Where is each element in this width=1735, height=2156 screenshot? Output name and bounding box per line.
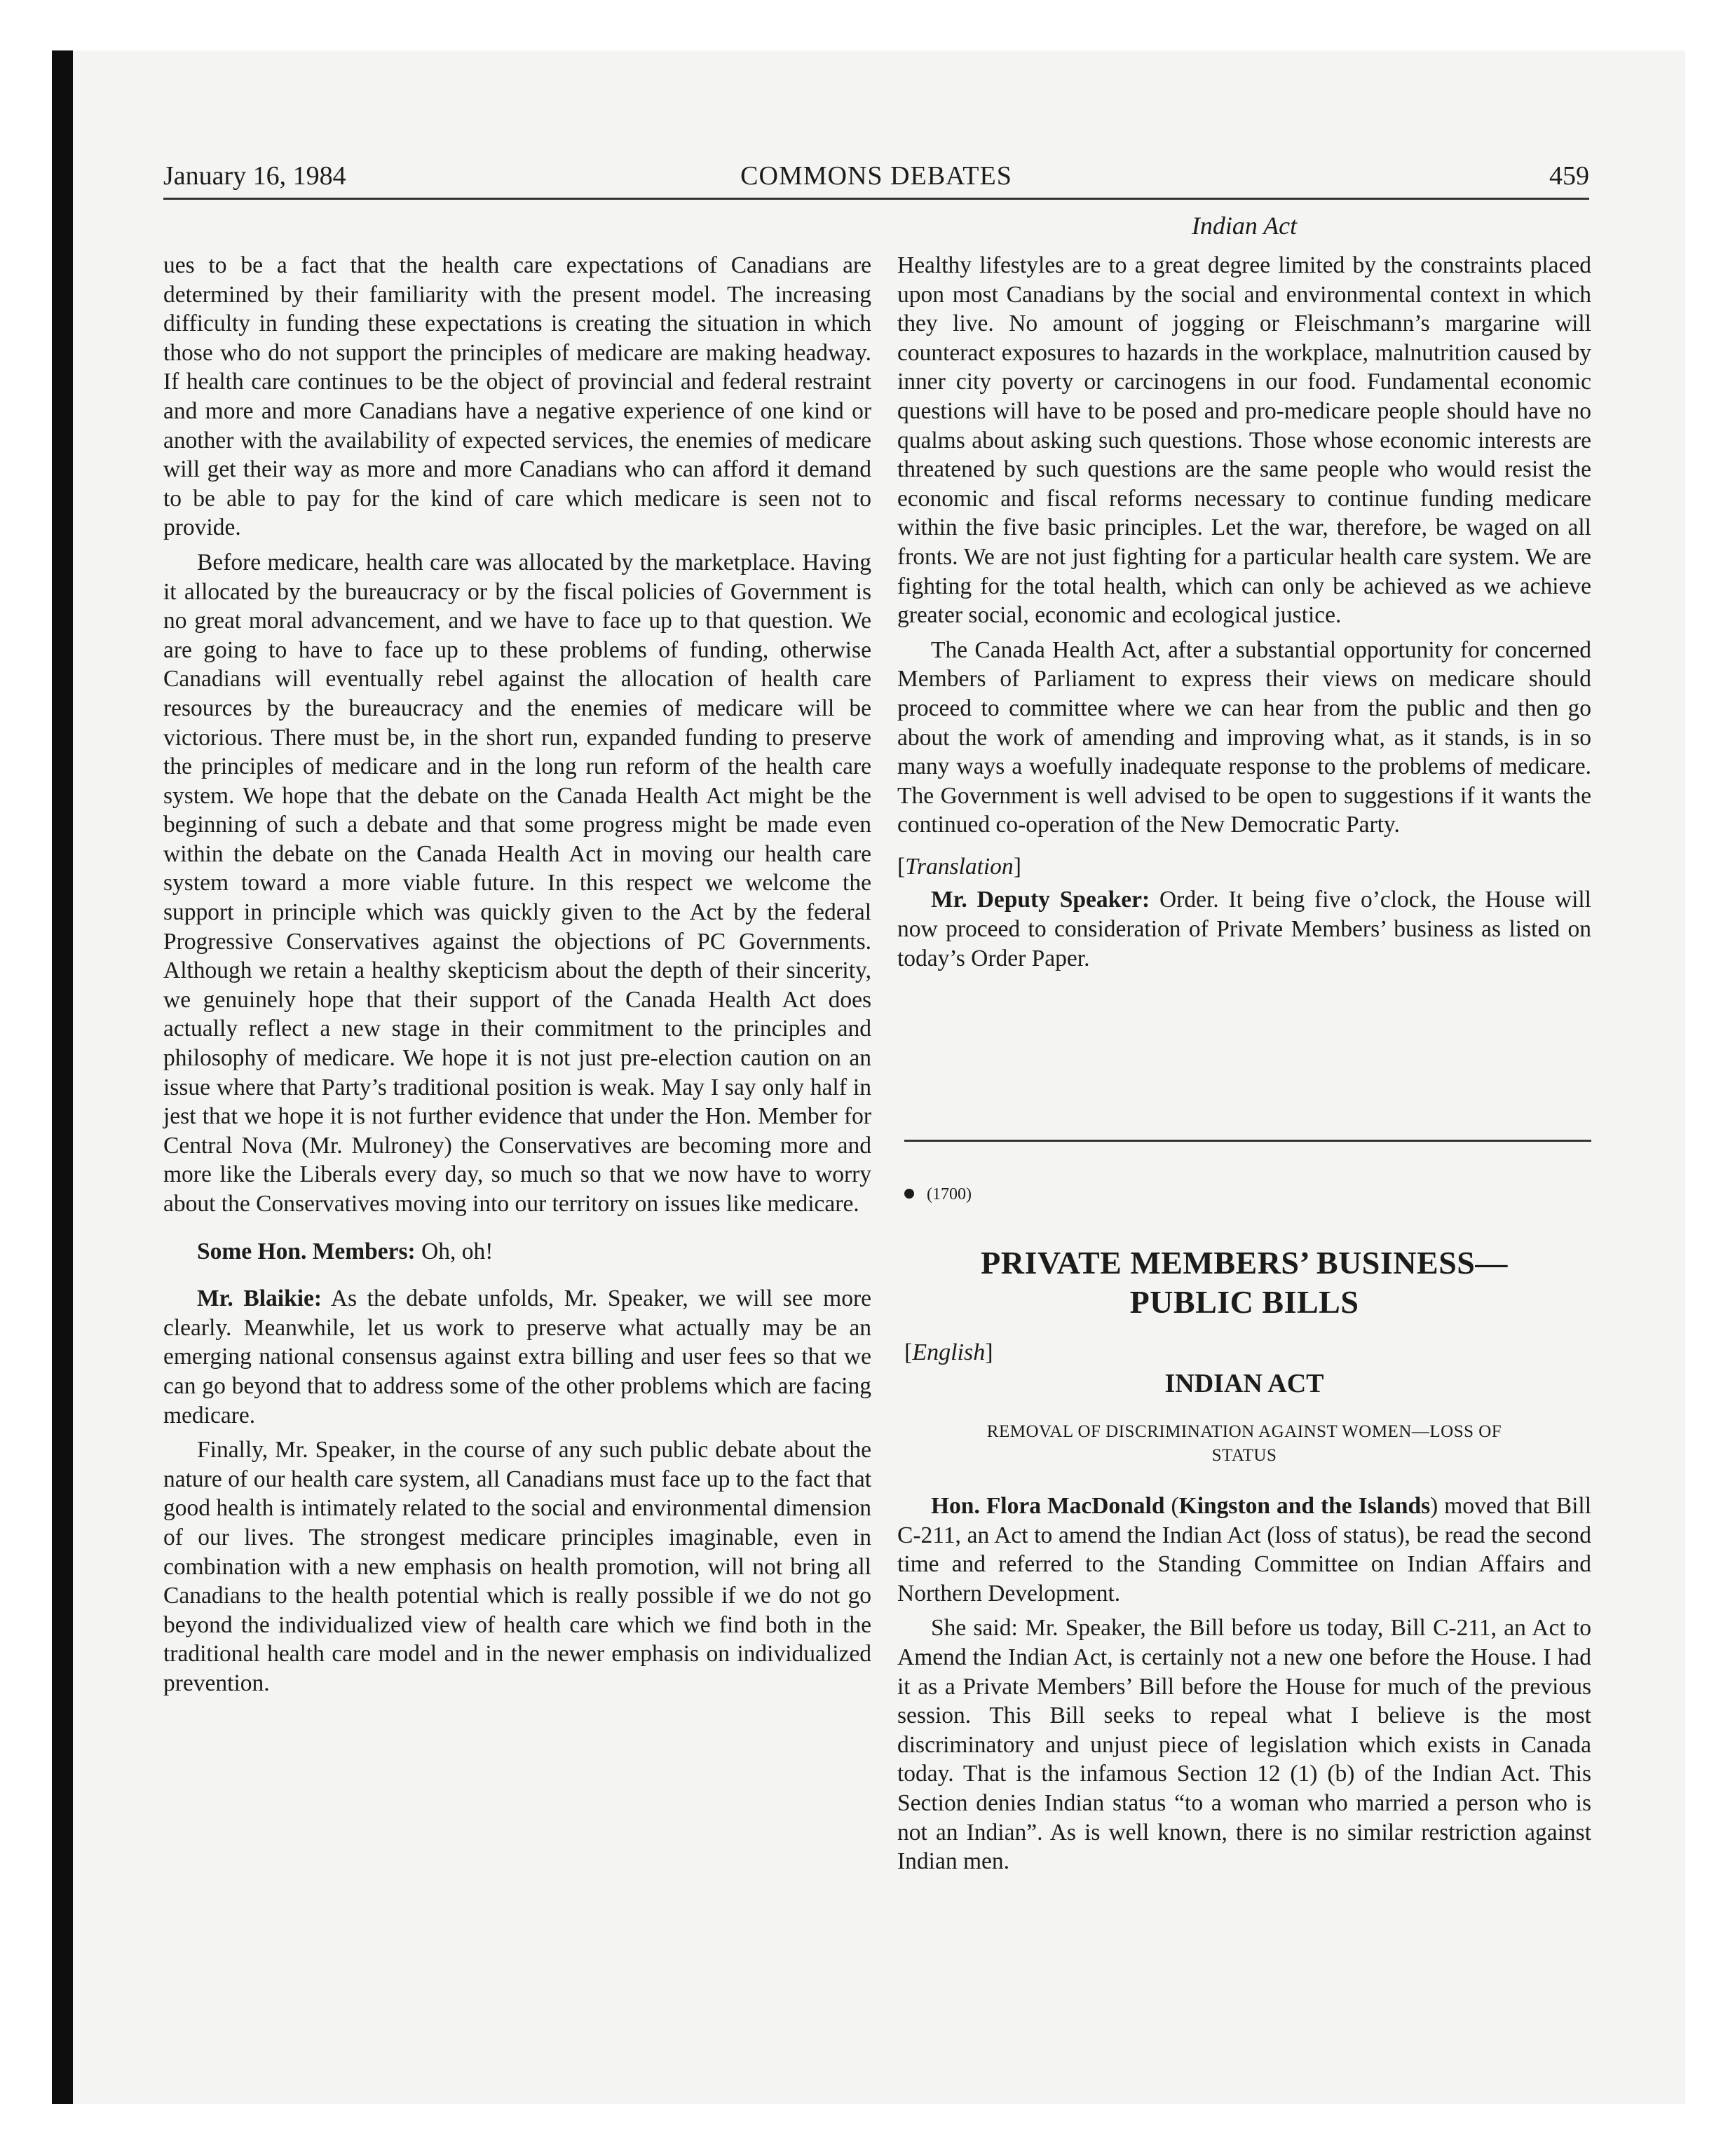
right-paragraph-4: Hon. Flora MacDonald (Kingston and the Islands) moved that Bill C-211, an Act to amend the Indian Act (loss of status), be read the second time and referred to the Standing Committee on Indian Affairs and Northern Development. <box>897 1493 1591 1606</box>
section-title-line-2: PUBLIC BILLS <box>1129 1284 1359 1320</box>
speaker-name: Mr. Blaikie: <box>197 1285 322 1312</box>
bullet-icon <box>904 1189 914 1199</box>
left-paragraph-1: ues to be a fact that the health care expectations of Canadians are determined by their familiarity with the present model. The increasing difficulty in funding these expectations is creating the situation in which those who do not support the principles of medicare are making headway. If health care continues to be the object of provincial and federal restraint and more and more Canadians have a negative experience of one kind or another with the availability of expected services, the enemies of medicare will get their way as more and more Canadians who can afford it demand to be able to pay for the kind of care which medicare is seen not to provide. <box>163 252 871 541</box>
right-column-bottom <box>897 1492 1591 1882</box>
speaker-riding: Kingston and the Islands <box>1178 1493 1431 1519</box>
translation-tag-text: Translation <box>905 853 1014 880</box>
section-divider <box>904 1140 1591 1142</box>
time-mark <box>904 1182 972 1207</box>
speech-text: Oh, oh! <box>415 1238 494 1264</box>
english-tag: [English] <box>904 1339 993 1365</box>
bill-subheading <box>904 1420 1584 1468</box>
speech-text: As the debate unfolds, Mr. Speaker, we will see more clearly. Meanwhile, let us work to preserve what actually may be an emerging national consensus against extra billing and user fees so that we can go beyond that to address some of the other problems which are facing medicare. <box>163 1285 871 1428</box>
left-paragraph-2: Before medicare, health care was allocated by the marketplace. Having it allocated by the bureaucracy or by the fiscal policies of Government is no great moral advancement, and we have to face up to that question. We are going to have to face up to these problems of funding, otherwise Canadians will eventually rebel against the allocation of health care resources by the bureaucracy and the enemies of medicare will be victorious. There must be, in the short run, expanded funding to preserve the principles of medicare and in the long run reform of the health care system. We hope that the debate on the Canada Health Act might be the beginning of such a debate and that some progress might be made even within the debate on the Canada Health Act in moving our health care system toward a more viable future. In this respect we welcome the support in principle which was quickly given to the Act by the federal Progressive Conservatives against the objections of PC Governments. Although we retain a healthy skepticism about the depth of their sincerity, we genuinely hope that their support of the Canada Health Act does actually reflect a new stage in their commitment to the principles and philosophy of medicare. We hope it is not just pre-election caution on an issue where that Party’s traditional position is weak. May I say only half in jest that we hope it is not further evidence that under the Hon. Member for Central Nova (Mr. Mulroney) the Conservatives are becoming more and more like the Liberals every day, so much so that we now have to worry about the Conservatives moving into our territory on issues like medicare. <box>163 549 871 1217</box>
running-head: Indian Act <box>1191 212 1298 240</box>
bill-subheading-line-2: STATUS <box>1211 1446 1277 1465</box>
header-date: January 16, 1984 <box>163 161 346 191</box>
scan-edge-shadow <box>52 50 73 2104</box>
speaker-name: Some Hon. Members: <box>197 1238 416 1264</box>
speaker-name: Hon. Flora MacDonald <box>931 1493 1165 1519</box>
page-header <box>163 158 1589 200</box>
section-title <box>897 1243 1591 1322</box>
left-paragraph-5: Finally, Mr. Speaker, in the course of any such public debate about the nature of our health care system, all Canadians must face up to the fact that good health is intimately related to the social and environmental dimension of our lives. The strongest medicare principles imaginable, even in combination with a new emphasis on health promotion, will not bring all Canadians to the health potential which is really possible if we do not go beyond the individualized view of health care which we find both in the traditional health care model and in the newer emphasis on individualized prevention. <box>163 1437 871 1696</box>
header-title: COMMONS DEBATES <box>740 161 1012 191</box>
header-page-number: 459 <box>1549 161 1589 191</box>
right-paragraph-2: The Canada Health Act, after a substantial opportunity for concerned Members of Parliament to express their views on medicare should proceed to committee where we can hear from the public and then go about the work of amending and improving what, as it stands, is in so many ways a woefully inadequate response to the problems of medicare. The Government is well advised to be open to suggestions if it wants the continued co-operation of the New Democratic Party. <box>897 636 1591 838</box>
left-paragraph-3 <box>163 1237 871 1267</box>
left-paragraph-4 <box>163 1284 871 1430</box>
translation-tag: [Translation] <box>897 853 1021 880</box>
bill-subtitle: INDIAN ACT <box>1164 1369 1324 1398</box>
section-title-line-1: PRIVATE MEMBERS’ BUSINESS— <box>981 1245 1508 1281</box>
right-paragraph-1: Healthy lifestyles are to a great degree limited by the constraints placed upon most Canadians by the social and environmental context in which they live. No amount of jogging or Fleischmann’s margarine will counteract exposures to hazards in the workplace, malnutrition caused by inner city poverty or carcinogens in our food. Fundamental economic questions will have to be posed and pro-medicare people should have no qualms about asking such questions. Those whose economic interests are threatened by such questions are the same people who would resist the economic and fiscal reforms necessary to continue funding medicare within the five basic principles. Let the war, therefore, be waged on all fronts. We are not just fighting for a particular health care system. We are fighting for the total health, which can only be achieved as we achieve greater social, economic and ecological justice. <box>897 252 1591 629</box>
speaker-name: Mr. Deputy Speaker: <box>931 887 1150 913</box>
right-paragraph-3 <box>897 885 1591 973</box>
bill-subheading-line-1: REMOVAL OF DISCRIMINATION AGAINST WOMEN—LOSS OF <box>986 1422 1502 1441</box>
speech-text: moved that Bill C-211, an Act to amend the Indian Act (loss of status), be read the second time and referred to the Standing Committee on Indian Affairs and Northern Development. <box>897 1493 1591 1606</box>
time-mark-text: (1700) <box>927 1185 972 1203</box>
speech-text: Order. It being five o’clock, the House will now proceed to consideration of Private Members’ business as listed on today’s Order Paper. <box>897 887 1591 971</box>
english-tag-text: English <box>912 1339 986 1365</box>
right-paragraph-5: She said: Mr. Speaker, the Bill before us today, Bill C-211, an Act to Amend the Indian Act, is certainly not a new one before the House. I had it as a Private Members’ Bill before the House for much of the previous session. This Bill seeks to repeal what I believe is the most discriminatory and unjust piece of legislation which exists in Canada today. That is the infamous Section 12 (1) (b) of the Indian Act. This Section denies Indian status “to a woman who married a person who is not an Indian”. As is well known, there is no similar restriction against Indian men. <box>897 1615 1591 1875</box>
right-column-top <box>897 251 1591 978</box>
left-column <box>163 251 871 1704</box>
